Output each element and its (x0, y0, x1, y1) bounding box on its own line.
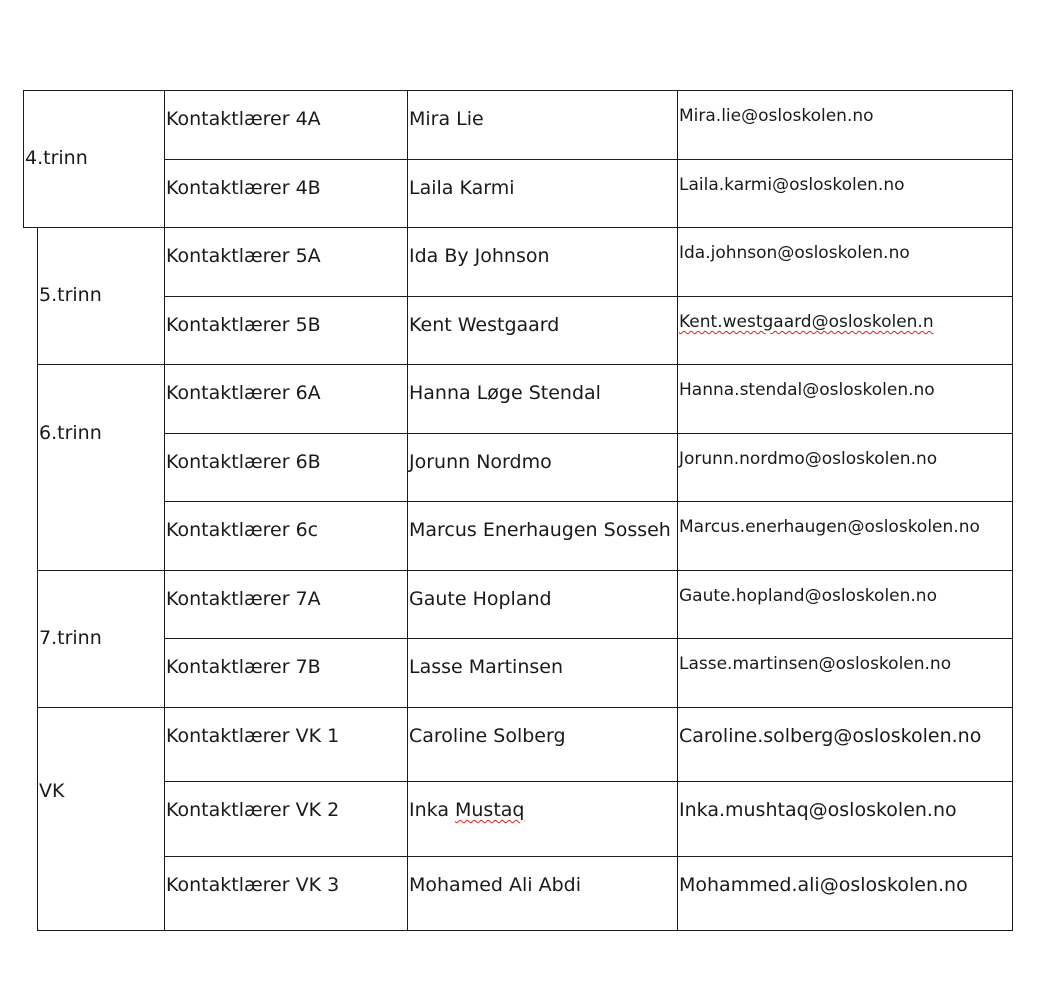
name-cell: Caroline Solberg (407, 707, 678, 782)
name-cell: Mohamed Ali Abdi (407, 856, 678, 931)
email-cell: Jorunn.nordmo@osloskolen.no (677, 433, 1013, 502)
email-cell: Gaute.hopland@osloskolen.no (677, 570, 1013, 639)
role-cell: Kontaktlærer 7B (164, 638, 408, 708)
name-cell: Marcus Enerhaugen Sosseh (407, 501, 678, 571)
role-cell: Kontaktlærer 6B (164, 433, 408, 502)
name-cell: Hanna Løge Stendal (407, 364, 678, 434)
role-cell: Kontaktlærer 7A (164, 570, 408, 639)
grade-label: 4.trinn (25, 147, 88, 169)
email-cell: Hanna.stendal@osloskolen.no (677, 364, 1013, 434)
spellcheck-mark: Mustaq (455, 799, 525, 821)
role-cell: Kontaktlærer VK 2 (164, 781, 408, 857)
email-cell: Inka.mushtaq@osloskolen.no (677, 781, 1013, 857)
name-cell: Kent Westgaard (407, 296, 678, 365)
grade-cell (37, 364, 165, 571)
email-cell: Mira.lie@osloskolen.no (677, 90, 1013, 160)
name-cell: Mira Lie (407, 90, 678, 160)
role-cell: Kontaktlærer 5A (164, 227, 408, 297)
grade-cell (23, 90, 165, 228)
grade-label: 7.trinn (39, 627, 102, 649)
role-cell: Kontaktlærer 4A (164, 90, 408, 160)
name-cell: Ida By Johnson (407, 227, 678, 297)
name-cell: Lasse Martinsen (407, 638, 678, 708)
name-cell (407, 781, 678, 857)
role-cell: Kontaktlærer 4B (164, 159, 408, 228)
name-cell: Laila Karmi (407, 159, 678, 228)
email-text: Kent.westgaard@osloskolen.n (679, 312, 934, 332)
grade-label: VK (39, 780, 65, 802)
role-cell: Kontaktlærer 6A (164, 364, 408, 434)
role-cell: Kontaktlærer VK 1 (164, 707, 408, 782)
role-cell: Kontaktlærer 5B (164, 296, 408, 365)
email-cell: Marcus.enerhaugen@osloskolen.no (677, 501, 1013, 571)
grade-label: 6.trinn (39, 421, 102, 444)
grade-label: 5.trinn (39, 284, 102, 306)
email-cell: Caroline.solberg@osloskolen.no (677, 707, 1013, 782)
name-text: Inka Mustaq (409, 799, 525, 821)
name-cell: Jorunn Nordmo (407, 433, 678, 502)
grade-cell (37, 227, 165, 365)
email-cell: Mohammed.ali@osloskolen.no (677, 856, 1013, 931)
grade-cell (37, 707, 165, 931)
email-cell: Lasse.martinsen@osloskolen.no (677, 638, 1013, 708)
role-cell: Kontaktlærer 6c (164, 501, 408, 571)
email-cell: Ida.johnson@osloskolen.no (677, 227, 1013, 297)
role-cell: Kontaktlærer VK 3 (164, 856, 408, 931)
email-cell (677, 296, 1013, 365)
grade-cell (37, 570, 165, 708)
email-cell: Laila.karmi@osloskolen.no (677, 159, 1013, 228)
name-cell: Gaute Hopland (407, 570, 678, 639)
